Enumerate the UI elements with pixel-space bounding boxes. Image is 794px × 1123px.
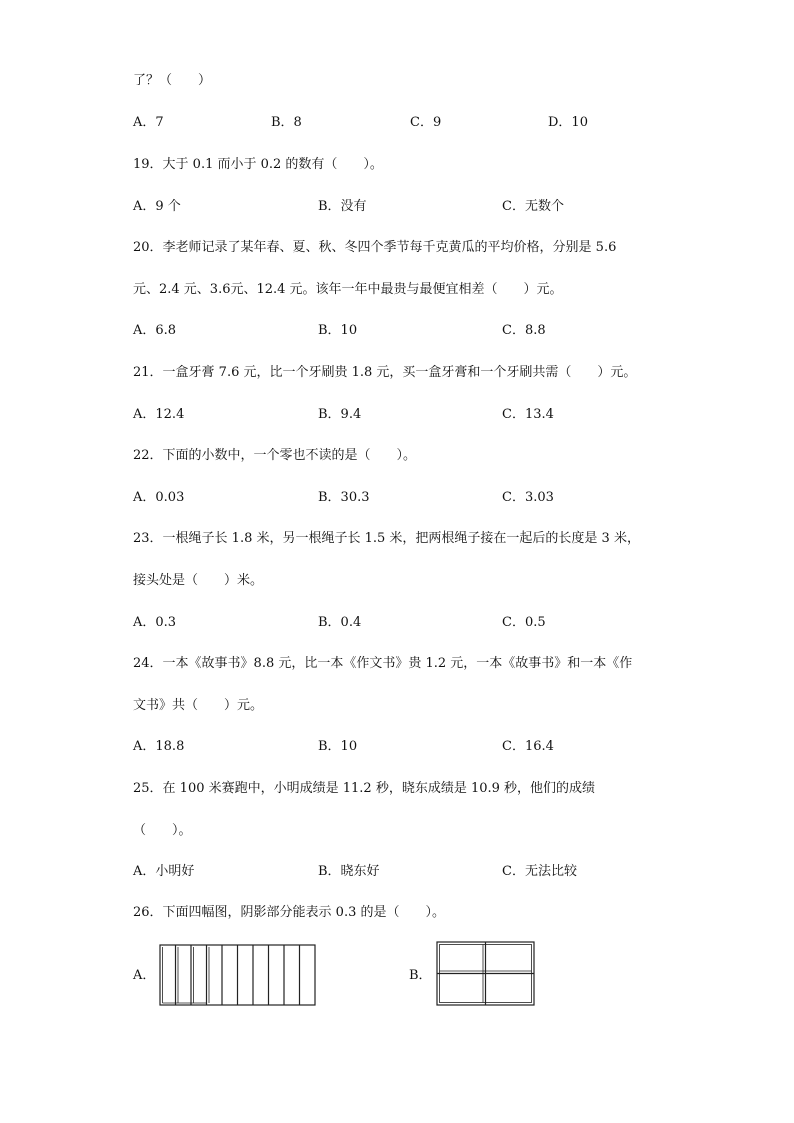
- option-19-c: C．无数个: [502, 199, 564, 214]
- option-23-c: C．0.5: [502, 615, 546, 630]
- option-22-b: B．30.3: [318, 490, 370, 505]
- option-24-a: A．18.8: [133, 739, 185, 754]
- option-24-b: B．10: [318, 739, 358, 754]
- option-22-a: A．0.03: [133, 490, 185, 505]
- question-22: 22．下面的小数中，一个零也不读的是（ ）。: [133, 448, 417, 463]
- question-25-line-1: 25．在 100 米赛跑中，小明成绩是 11.2 秒，晓东成绩是 10.9 秒，他们的成绩: [133, 781, 596, 796]
- option-25-c: C．无法比较: [502, 864, 577, 879]
- option-18-b: B．8: [271, 115, 302, 130]
- option-26-b-label: B．: [409, 968, 432, 983]
- option-26-a-label: A．: [133, 968, 156, 983]
- option-19-a: A．9 个: [133, 199, 181, 214]
- question-19: 19．大于 0.1 而小于 0.2 的数有（ ）。: [133, 157, 383, 172]
- option-20-c: C．8.8: [502, 323, 546, 338]
- question-26: 26．下面四幅图，阴影部分能表示 0.3 的是（ ）。: [133, 905, 445, 920]
- option-19-b: B．没有: [318, 199, 367, 214]
- option-21-b: B．9.4: [318, 407, 362, 422]
- question-21: 21．一盒牙膏 7.6 元，比一个牙刷贵 1.8 元，买一盒牙膏和一个牙刷共需（ ）元。: [133, 365, 637, 380]
- option-20-b: B．10: [318, 323, 358, 338]
- question-23-line-2: 接头处是（ ）米。: [133, 573, 264, 588]
- question-20-line-1: 20．李老师记录了某年春、夏、秋、冬四个季节每千克黄瓜的平均价格，分别是 5.6: [133, 240, 617, 255]
- option-23-b: B．0.4: [318, 615, 362, 630]
- question-23-line-1: 23．一根绳子长 1.8 米，另一根绳子长 1.5 米，把两根绳子接在一起后的长度是 3 米，: [133, 531, 640, 546]
- option-23-a: A．0.3: [133, 615, 177, 630]
- option-21-c: C．13.4: [502, 407, 554, 422]
- question-18-continuation: 了？（ ）: [133, 73, 212, 88]
- option-18-d: D．10: [548, 115, 588, 130]
- figure-b-four-squares: [436, 941, 536, 1007]
- option-18-a: A．7: [133, 115, 164, 130]
- option-25-b: B．晓东好: [318, 864, 380, 879]
- option-24-c: C．16.4: [502, 739, 554, 754]
- question-24-line-2: 文书》共（ ）元。: [133, 698, 264, 713]
- figure-a-ten-strips: [159, 944, 317, 1006]
- option-18-c: C．9: [410, 115, 442, 130]
- question-24-line-1: 24．一本《故事书》8.8 元，比一本《作文书》贵 1.2 元，一本《故事书》和一本《作: [133, 656, 633, 671]
- question-20-line-2: 元、2.4 元、3.6元、12.4 元。该年一年中最贵与最便宜相差（ ）元。: [133, 282, 563, 297]
- option-21-a: A．12.4: [133, 407, 185, 422]
- question-25-line-2: （ ）。: [133, 823, 192, 838]
- option-22-c: C．3.03: [502, 490, 554, 505]
- option-20-a: A．6.8: [133, 323, 177, 338]
- option-25-a: A．小明好: [133, 864, 195, 879]
